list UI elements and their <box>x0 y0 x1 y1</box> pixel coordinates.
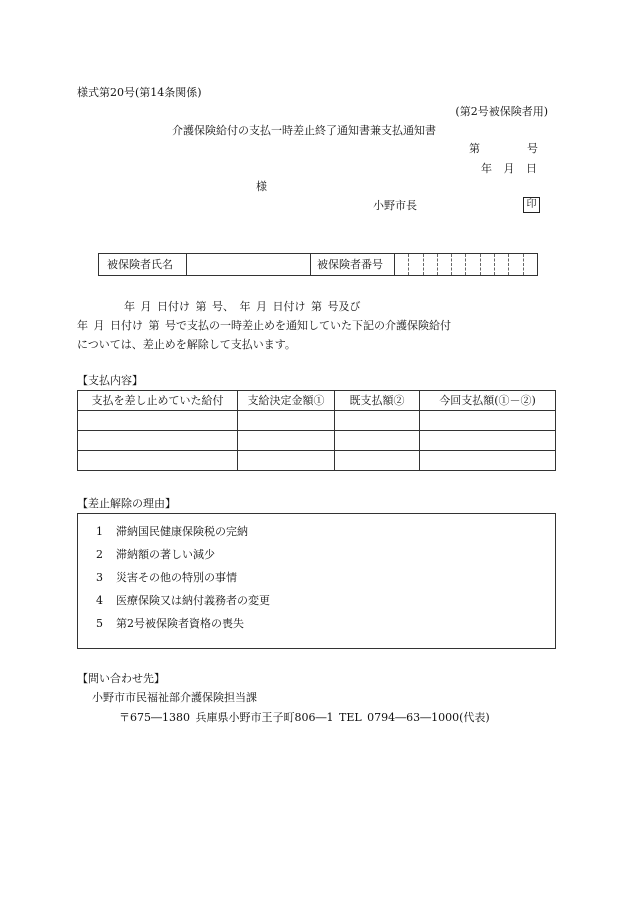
digit-cell[interactable] <box>495 254 509 275</box>
reason-text: 滞納国民健康保険税の完納 <box>116 525 248 538</box>
contact-section-label: 【問い合わせ先】 <box>77 672 165 685</box>
body-text-line: 年 月 日付け 第 号で支払の一時差止めを通知していた下記の介護保険給付 <box>77 319 451 332</box>
recipient-honorific: 様 <box>256 180 267 193</box>
seal-mark: 印 <box>523 197 540 213</box>
body-text-line: については、差止めを解除して支払います。 <box>77 338 296 351</box>
digit-cell[interactable] <box>395 254 409 275</box>
table-row <box>78 411 556 431</box>
reasons-section-label: 【差止解除の理由】 <box>77 497 176 510</box>
table-cell[interactable] <box>78 451 238 471</box>
list-item <box>96 617 244 630</box>
table-cell[interactable] <box>335 411 420 431</box>
issuer-name: 小野市長 <box>373 199 417 212</box>
reason-number: 2 <box>96 548 103 561</box>
digit-cell[interactable] <box>524 254 537 275</box>
reason-text: 滞納額の著しい減少 <box>116 548 215 561</box>
reason-text: 医療保険又は納付義務者の変更 <box>116 594 270 607</box>
payment-table <box>77 390 556 471</box>
table-cell[interactable] <box>335 431 420 451</box>
contact-address: 〒675―1380 兵庫県小野市王子町806―1 TEL 0794―63―1000(代表) <box>119 711 490 724</box>
column-header: 既支払額② <box>335 391 420 411</box>
digit-cell[interactable] <box>409 254 423 275</box>
body-text-line: 年 月 日付け 第 号、 年 月 日付け 第 号及び <box>124 300 361 313</box>
table-cell[interactable] <box>238 411 335 431</box>
column-header: 今回支払額(①－②) <box>420 391 556 411</box>
insured-name-label: 被保険者氏名 <box>99 254 187 275</box>
table-row <box>78 451 556 471</box>
applies-to-label: (第2号被保険者用) <box>455 105 548 118</box>
list-item <box>96 571 237 584</box>
digit-cell[interactable] <box>466 254 480 275</box>
list-item <box>96 594 270 607</box>
reason-number: 5 <box>96 617 103 630</box>
reason-number: 3 <box>96 571 103 584</box>
column-header: 支払を差し止めていた給付 <box>78 391 238 411</box>
table-cell[interactable] <box>420 451 556 471</box>
table-cell[interactable] <box>420 431 556 451</box>
digit-cell[interactable] <box>438 254 452 275</box>
document-title: 介護保険給付の支払一時差止終了通知書兼支払通知書 <box>172 124 436 137</box>
form-number: 様式第20号(第14条関係) <box>77 86 202 99</box>
table-cell[interactable] <box>238 451 335 471</box>
number-prefix: 第 <box>469 142 480 155</box>
digit-cell[interactable] <box>509 254 523 275</box>
insured-number-field[interactable] <box>395 254 537 275</box>
table-cell[interactable] <box>78 431 238 451</box>
column-header: 支給決定金額① <box>238 391 335 411</box>
digit-cell[interactable] <box>424 254 438 275</box>
table-cell[interactable] <box>238 431 335 451</box>
table-cell[interactable] <box>420 411 556 431</box>
list-item <box>96 525 248 538</box>
table-row <box>78 431 556 451</box>
payment-section-label: 【支払内容】 <box>77 374 143 387</box>
number-suffix: 号 <box>527 142 538 155</box>
table-cell[interactable] <box>78 411 238 431</box>
reasons-box <box>77 513 556 649</box>
issue-date: 年 月 日 <box>481 162 537 175</box>
list-item <box>96 548 215 561</box>
reason-text: 第2号被保険者資格の喪失 <box>116 617 244 630</box>
reason-number: 1 <box>96 525 103 538</box>
digit-cell[interactable] <box>481 254 495 275</box>
digit-cell[interactable] <box>452 254 466 275</box>
insured-name-field[interactable] <box>187 254 311 275</box>
table-header-row <box>78 391 556 411</box>
table-cell[interactable] <box>335 451 420 471</box>
reason-number: 4 <box>96 594 103 607</box>
reason-text: 災害その他の特別の事情 <box>116 571 237 584</box>
insured-number-label: 被保険者番号 <box>311 254 395 275</box>
contact-department: 小野市市民福祉部介護保険担当課 <box>92 691 257 704</box>
insured-info-table <box>98 253 538 276</box>
